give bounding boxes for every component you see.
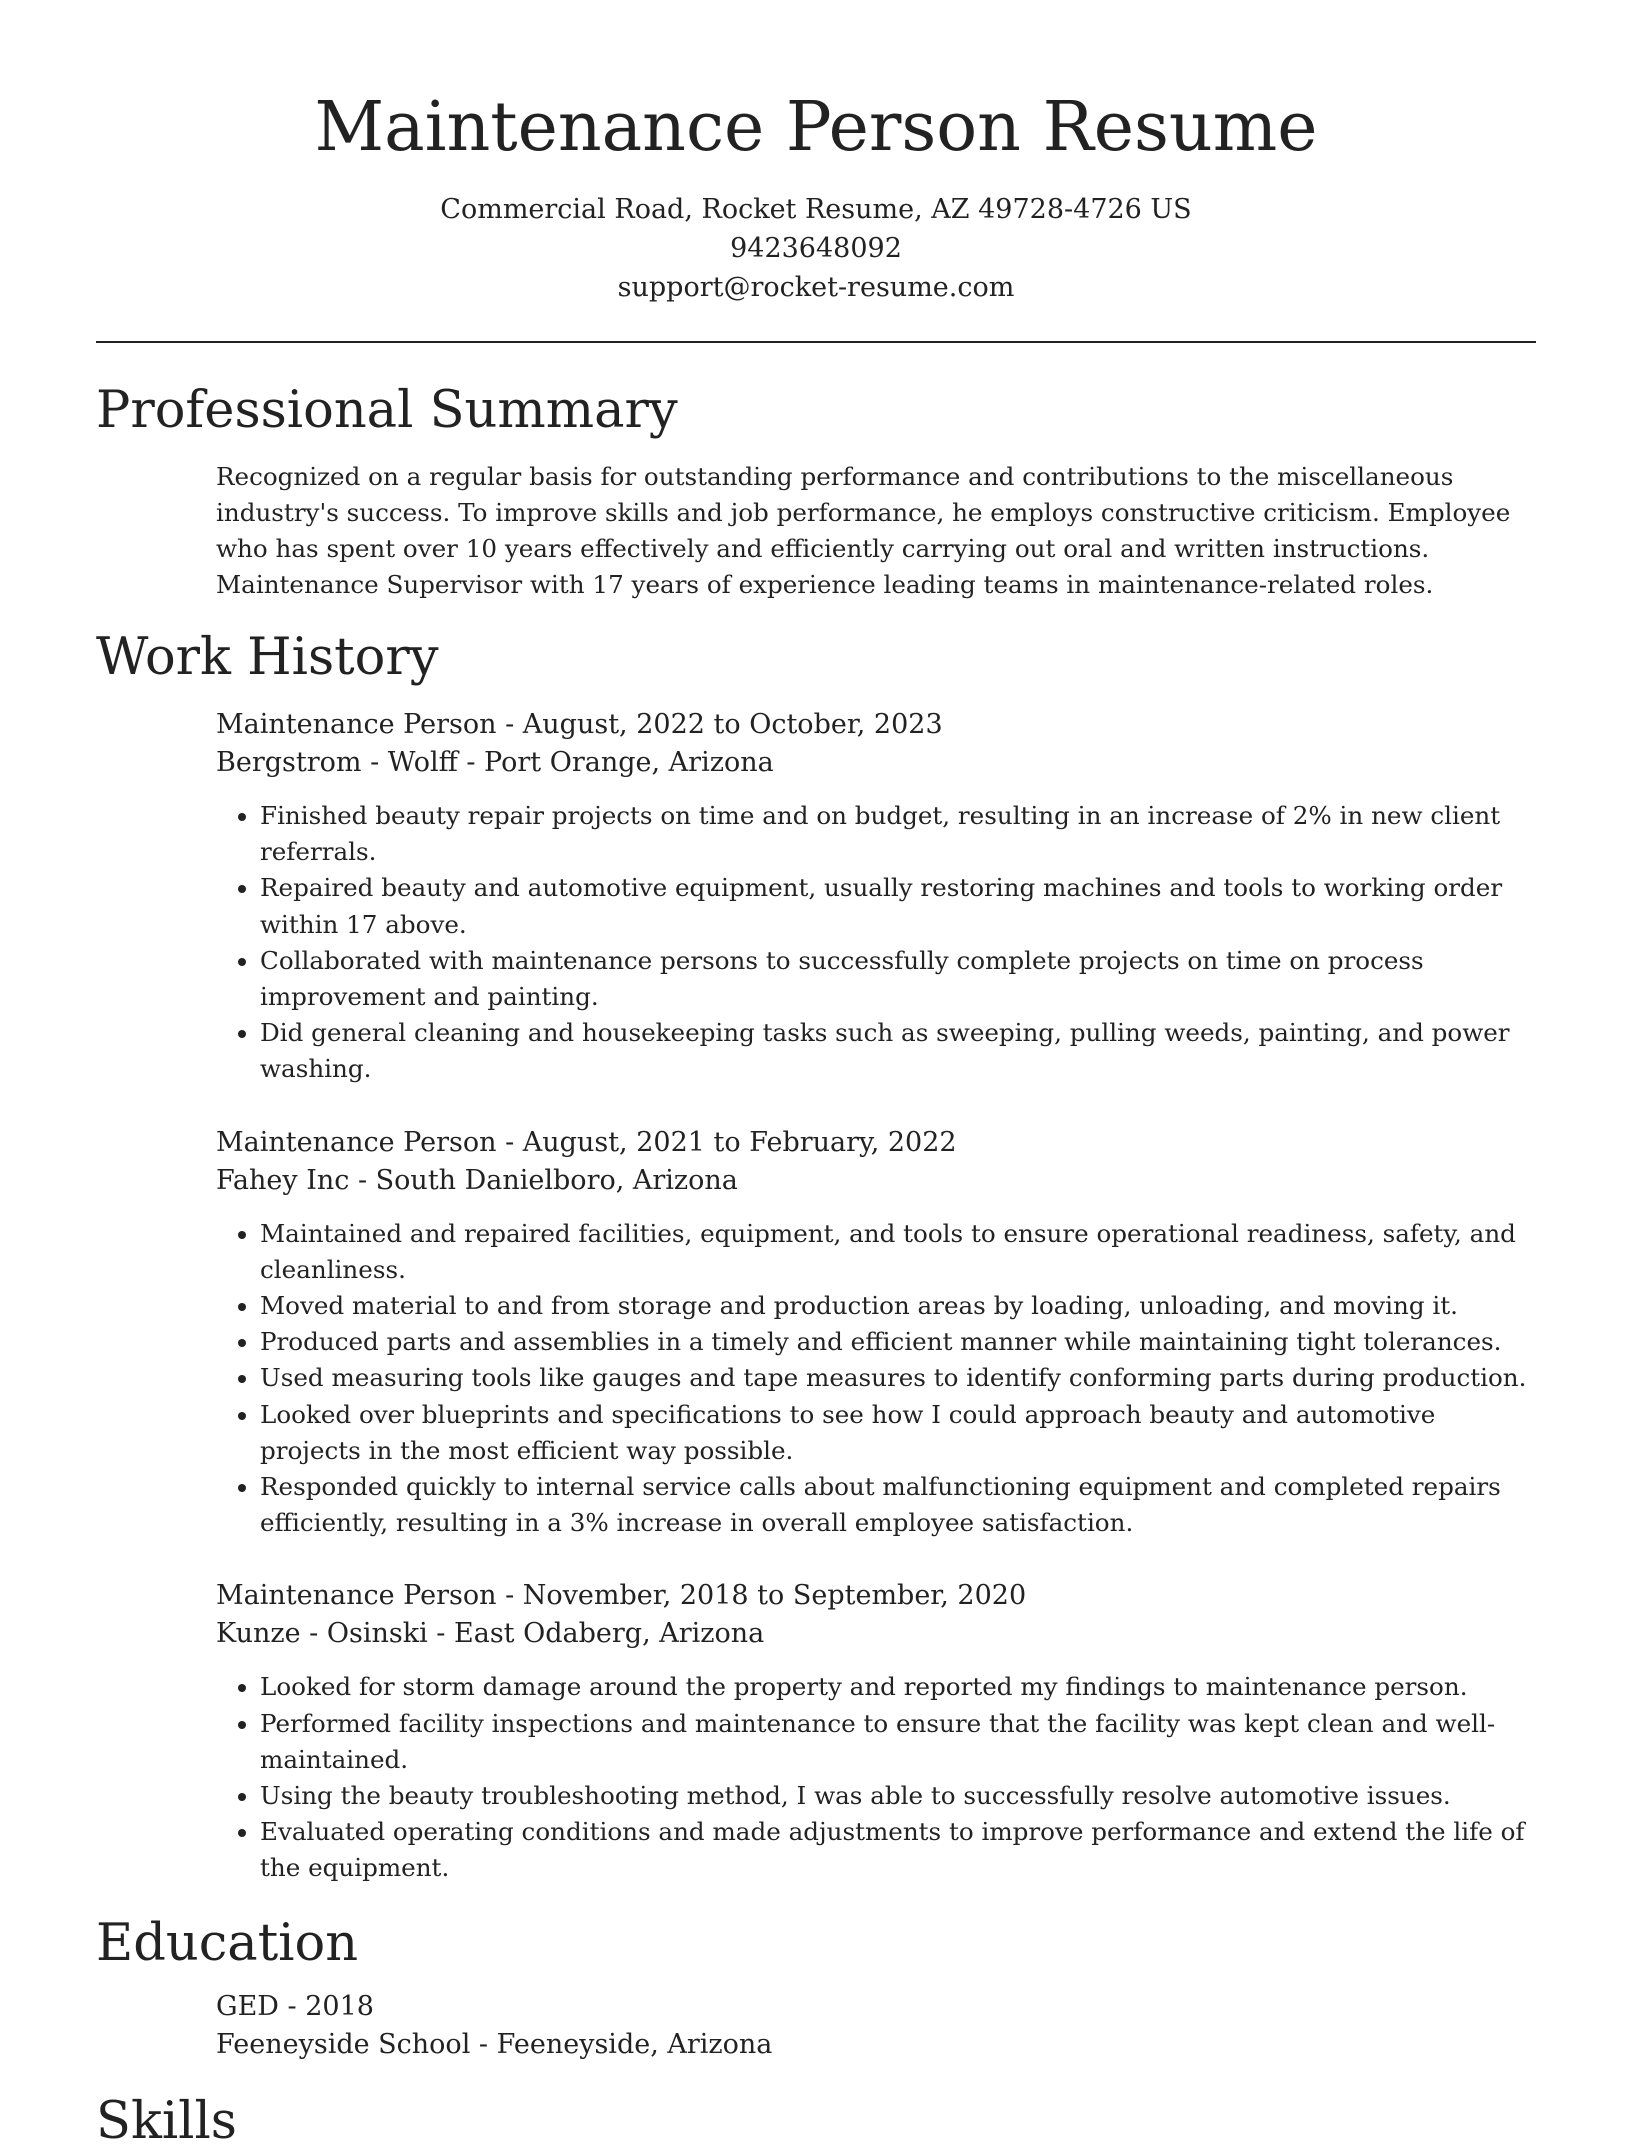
school-line	[216, 2026, 1536, 2064]
job-dates: - November, 2018 to September, 2020	[496, 1580, 1027, 1612]
education-section	[96, 1914, 1536, 2064]
page-title: Maintenance Person Resume	[314, 88, 1318, 167]
list-item: • Moved material to and from storage and production areas by loading, unloading, and moving it.	[260, 1288, 1536, 1324]
job-dates: - August, 2022 to October, 2023	[496, 709, 943, 740]
job-title-line	[216, 1577, 1536, 1615]
phone-text: 9423648092	[730, 233, 902, 264]
school-location: - Feeneyside, Arizona	[470, 2029, 773, 2060]
job-location: - Port Orange, Arizona	[457, 747, 774, 778]
list-item: • Evaluated operating conditions and made adjustments to improve performance and extend the life of the equipment.	[260, 1814, 1536, 1886]
list-item: • Looked over blueprints and specifications to see how I could approach beauty and automotive projects in the most efficient way possible.	[260, 1397, 1536, 1469]
job-location: - East Odaberg, Arizona	[427, 1618, 765, 1650]
list-item: • Maintained and repaired facilities, equipment, and tools to ensure operational readiness, safety, and cleanliness.	[260, 1216, 1536, 1288]
job-title-line	[216, 1124, 1536, 1162]
job-title: Maintenance Person	[216, 709, 497, 740]
list-item: • Did general cleaning and housekeeping tasks such as sweeping, pulling weeds, painting, and power washing.	[260, 1015, 1536, 1087]
job-entry	[216, 706, 1536, 1088]
summary-heading: Professional Summary	[96, 381, 678, 440]
header-divider	[96, 341, 1536, 343]
list-item: • Repaired beauty and automotive equipment, usually restoring machines and tools to working order within 17 above.	[260, 870, 1536, 942]
degree-year: - 2018	[278, 1991, 374, 2022]
resume-header	[0, 0, 1632, 307]
job-location: - South Danielboro, Arizona	[349, 1164, 738, 1196]
work-history-section	[96, 628, 1536, 1887]
job-employer-line	[216, 1615, 1536, 1653]
list-item: • Produced parts and assemblies in a timely and efficient manner while maintaining tight tolerances.	[260, 1324, 1536, 1360]
list-item: • Looked for storm damage around the property and reported my findings to maintenance person.	[260, 1669, 1536, 1705]
school-name: Feeneyside School	[216, 2029, 471, 2060]
job-entry	[216, 1124, 1536, 1542]
summary-section	[96, 381, 1536, 603]
list-item: • Used measuring tools like gauges and tape measures to identify conforming parts during production.	[260, 1360, 1536, 1396]
summary-text: Recognized on a regular basis for outstanding performance and contributions to the miscellaneous industry's success. To improve skills and job performance, he employs constructive criticism. Employee who has spent over 10 years effectively and efficiently carrying out oral and written instructions. Maintenance Supervisor with 17 years of experience leading teams in maintenance-related roles.	[216, 462, 1511, 599]
degree-name: GED	[216, 1991, 279, 2022]
list-item: • Responded quickly to internal service calls about malfunctioning equipment and completed repairs efficiently, resulting in a 3% increase in overall employee satisfaction.	[260, 1469, 1536, 1541]
employer-name: Kunze - Osinski	[216, 1618, 428, 1650]
job-bullets	[216, 1669, 1536, 1886]
employer-name: Fahey Inc	[216, 1164, 350, 1196]
job-title: Maintenance Person	[216, 1126, 497, 1158]
job-title: Maintenance Person	[216, 1580, 497, 1612]
address-text: Commercial Road, Rocket Resume, AZ 49728-4726 US	[440, 194, 1192, 225]
job-title-line	[216, 706, 1536, 744]
degree-line	[216, 1988, 1536, 2026]
list-item: • Performed facility inspections and maintenance to ensure that the facility was kept clean and well-maintained.	[260, 1706, 1536, 1778]
list-item: • Collaborated with maintenance persons to successfully complete projects on time on process improvement and painting.	[260, 943, 1536, 1015]
job-entry	[216, 1577, 1536, 1886]
skills-section	[96, 2092, 1536, 2152]
education-heading: Education	[96, 1914, 359, 1973]
list-item: • Finished beauty repair projects on time and on budget, resulting in an increase of 2% in new client referrals.	[260, 798, 1536, 870]
job-bullets	[216, 798, 1536, 1088]
skills-heading: Skills	[96, 2092, 237, 2151]
work-history-heading: Work History	[96, 628, 439, 687]
job-employer-line	[216, 744, 1536, 782]
email-text: support@rocket-resume.com	[617, 272, 1015, 303]
contact-info	[0, 190, 1632, 307]
employer-name: Bergstrom - Wolff	[216, 747, 458, 778]
list-item: • Using the beauty troubleshooting method, I was able to successfully resolve automotive issues.	[260, 1778, 1536, 1814]
job-dates: - August, 2021 to February, 2022	[496, 1126, 957, 1158]
job-bullets	[216, 1216, 1536, 1542]
job-employer-line	[216, 1162, 1536, 1200]
